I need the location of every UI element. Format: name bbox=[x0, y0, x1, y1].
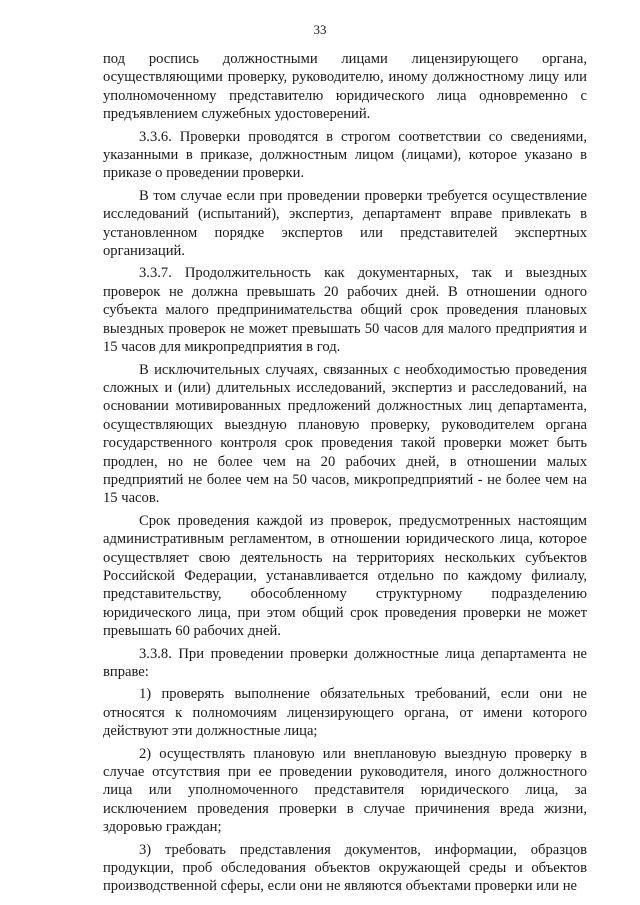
paragraph-3-3-6: 3.3.6. Проверки проводятся в строгом соответствии со сведениями, указанными в приказе, должностным лицом (лицами), которое указано в приказе о проведении проверки. bbox=[103, 128, 587, 182]
list-item-1: 1) проверять выполнение обязательных требований, если они не относятся к полномочиям лицензирующего органа, от имени которого действуют эти должностные лица; bbox=[103, 686, 587, 740]
paragraph-3-3-7: 3.3.7. Продолжительность как документарных, так и выездных проверок не должна превышать 20 рабочих дней. В отношении одного субъекта малого предпринимательства общий срок проведения плановых выездных проверок не может превышать 50 часов для малого предприятия и 15 часов для микропредприятия в год. bbox=[103, 265, 587, 356]
paragraph-inspection-term: Срок проведения каждой из проверок, предусмотренных настоящим административным регламентом, в отношении юридического лица, которое осуществляет свою деятельность на территориях нескольких субъектов Российской Федерации, устанавливается отдельно по каждому филиалу, представительству, обособленному структурному подразделению юридического лица, при этом общий срок проведения проверки не может превышать 60 рабочих дней. bbox=[103, 512, 587, 640]
paragraph-3-3-8: 3.3.8. При проведении проверки должностные лица департамента не вправе: bbox=[103, 645, 587, 680]
document-body bbox=[103, 50, 587, 896]
page-number: 33 bbox=[313, 22, 327, 37]
paragraph-1: под роспись должностными лицами лицензирующего органа, осуществляющими проверку, руководителю, иному должностному лицу или уполномоченному представителю юридического лица одновременно с предъявлением служебных удостоверений. bbox=[103, 51, 587, 123]
list-item-3: 3) требовать представления документов, информации, образцов продукции, проб обследования объектов окружающей среды и объектов производственной сферы, если они не являются объектами проверки или не bbox=[103, 841, 587, 895]
paragraph-expertise: В том случае если при проведении проверки требуется осуществление исследований (испытаний), экспертиз, департамент вправе привлекать в установленном порядке экспертов или представителей экспертных организаций. bbox=[103, 187, 587, 260]
paragraph-exceptional-cases: В исключительных случаях, связанных с необходимостью проведения сложных и (или) длительных исследований, экспертиз и расследований, на основании мотивированных предложений должностных лиц департамента, осуществляющих выездную плановую проверку, руководителем органа государственного контроля срок проведения такой проверки может быть продлен, но не более чем на 20 рабочих дней, в отношении малых предприятий не более чем на 50 часов, микропредприятий - не более чем на 15 часов. bbox=[103, 361, 587, 507]
list-item-2: 2) осуществлять плановую или внеплановую выездную проверку в случае отсутствия при ее проведении руководителя, иного должностного лица или уполномоченного представителя юридического лица, за исключением проведения проверки в случае причинения вреда жизни, здоровью граждан; bbox=[103, 745, 587, 836]
